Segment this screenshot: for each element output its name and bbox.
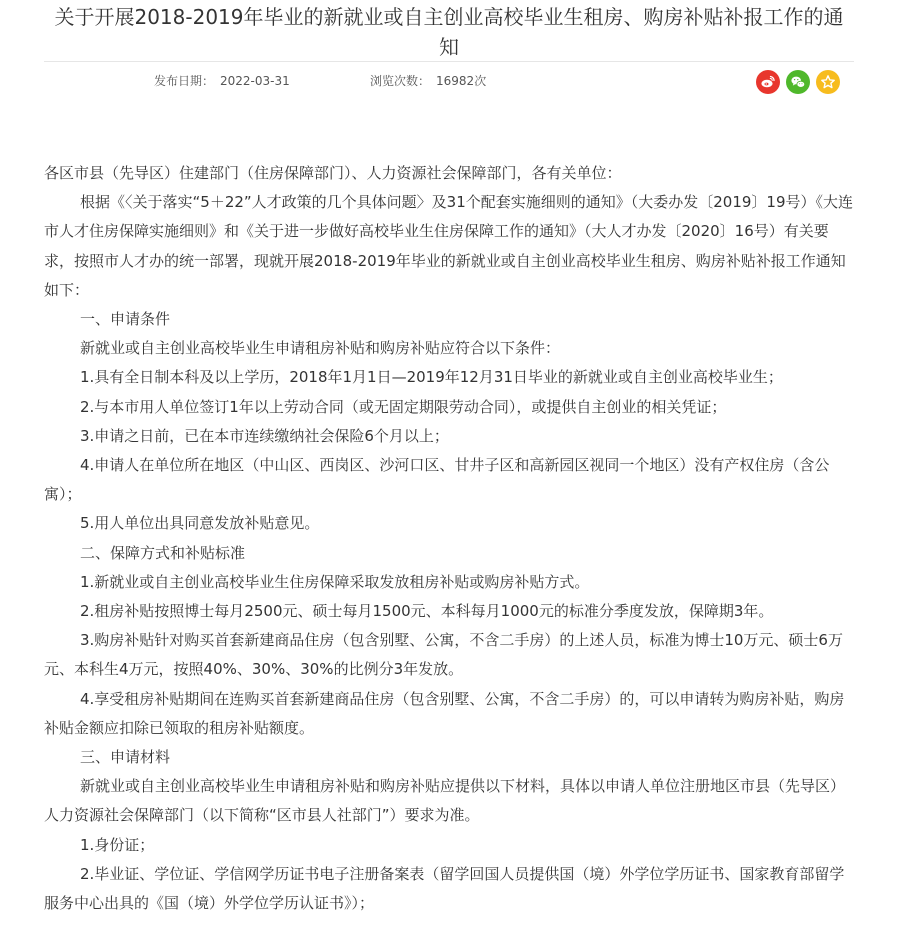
article-title-line-2: 知 — [439, 35, 459, 59]
wechat-icon — [790, 74, 806, 90]
section-heading-1: 一、申请条件 — [80, 310, 171, 329]
list-item: 5.用人单位出具同意发放补贴意见。 — [80, 514, 320, 533]
list-item: 2.与本市用人单位签订1年以上劳动合同（或无固定期限劳动合同），或提供自主创业的相关凭证； — [80, 397, 727, 416]
weibo-icon — [760, 74, 776, 90]
list-item: 4.享受租房补贴期间在连购买首套新建商品住房（包含别墅、公寓，不含二手房）的，可以申请转为购房补贴，购房补贴金额应扣除已领取的租房补贴额度。 — [44, 689, 845, 737]
article-title — [0, 2, 898, 62]
article-title-line-1: 关于开展2018-2019年毕业的新就业或自主创业高校毕业生租房、购房补贴补报工作的通 — [54, 5, 844, 29]
intro-paragraph: 根据《〈关于落实“5＋22”人才政策的几个具体问题〉及31个配套实施细则的通知》（大委办发〔2019〕19号）《大连市人才住房保障实施细则》和《关于进一步做好高校毕业生住房保障工作的通知》（大人才办发〔2020〕16号）有关要求，按照市人才办的统一部署，现就开展2018-2019年毕业的新就业或自主创业高校毕业生租房、购房补贴补报工作通知如下： — [44, 193, 854, 299]
publish-date-value: 2022-03-31 — [220, 74, 290, 88]
publish-date-label: 发布日期： — [154, 74, 215, 88]
salutation-paragraph: 各区市县（先导区）住建部门（住房保障部门）、人力资源社会保障部门，各有关单位： — [44, 164, 622, 182]
list-item: 2.毕业证、学位证、学信网学历证书电子注册备案表（留学回国人员提供国（境）外学位学历证书、国家教育部留学服务中心出具的《国（境）外学位学历认证书》）； — [44, 864, 845, 913]
view-count — [370, 72, 486, 90]
list-item: 3.申请之日前，已在本市连续缴纳社会保险6个月以上； — [80, 426, 449, 445]
title-divider — [44, 61, 854, 62]
share-wechat-button[interactable] — [786, 70, 810, 94]
view-count-label: 浏览次数： — [370, 74, 431, 88]
section-heading-2: 二、保障方式和补贴标准 — [80, 543, 246, 562]
list-item: 3.购房补贴针对购买首套新建商品住房（包含别墅、公寓，不含二手房）的上述人员，标准为博士10万元、硕士6万元、本科生4万元，按照40%、30%、30%的比例分3年发放。 — [44, 631, 843, 679]
favorite-star-icon — [820, 74, 836, 90]
list-item: 2.租房补贴按照博士每月2500元、硕士每月1500元、本科每月1000元的标准分季度发放，保障期3年。 — [80, 602, 774, 621]
article-body — [44, 159, 856, 918]
section-heading-3: 三、申请材料 — [80, 748, 171, 767]
list-item: 1.具有全日制本科及以上学历，2018年1月1日—2019年12月31日毕业的新就业或自主创业高校毕业生； — [80, 368, 783, 387]
list-item: 1.新就业或自主创业高校毕业生住房保障采取发放租房补贴或购房补贴方式。 — [80, 572, 590, 591]
view-count-value: 16982次 — [436, 74, 487, 88]
body-paragraph: 新就业或自主创业高校毕业生申请租房补贴和购房补贴应符合以下条件： — [80, 339, 561, 358]
share-weibo-button[interactable] — [756, 70, 780, 94]
list-item: 4.申请人在单位所在地区（中山区、西岗区、沙河口区、甘井子区和高新园区视同一个地区）没有产权住房（含公寓）； — [44, 456, 830, 504]
favorite-button[interactable] — [816, 70, 840, 94]
publish-date — [154, 72, 290, 90]
body-paragraph: 新就业或自主创业高校毕业生申请租房补贴和购房补贴应提供以下材料，具体以申请人单位注册地区市县（先导区）人力资源社会保障部门（以下简称“区市县人社部门”）要求为准。 — [44, 777, 846, 825]
list-item: 1.身份证； — [80, 835, 155, 854]
